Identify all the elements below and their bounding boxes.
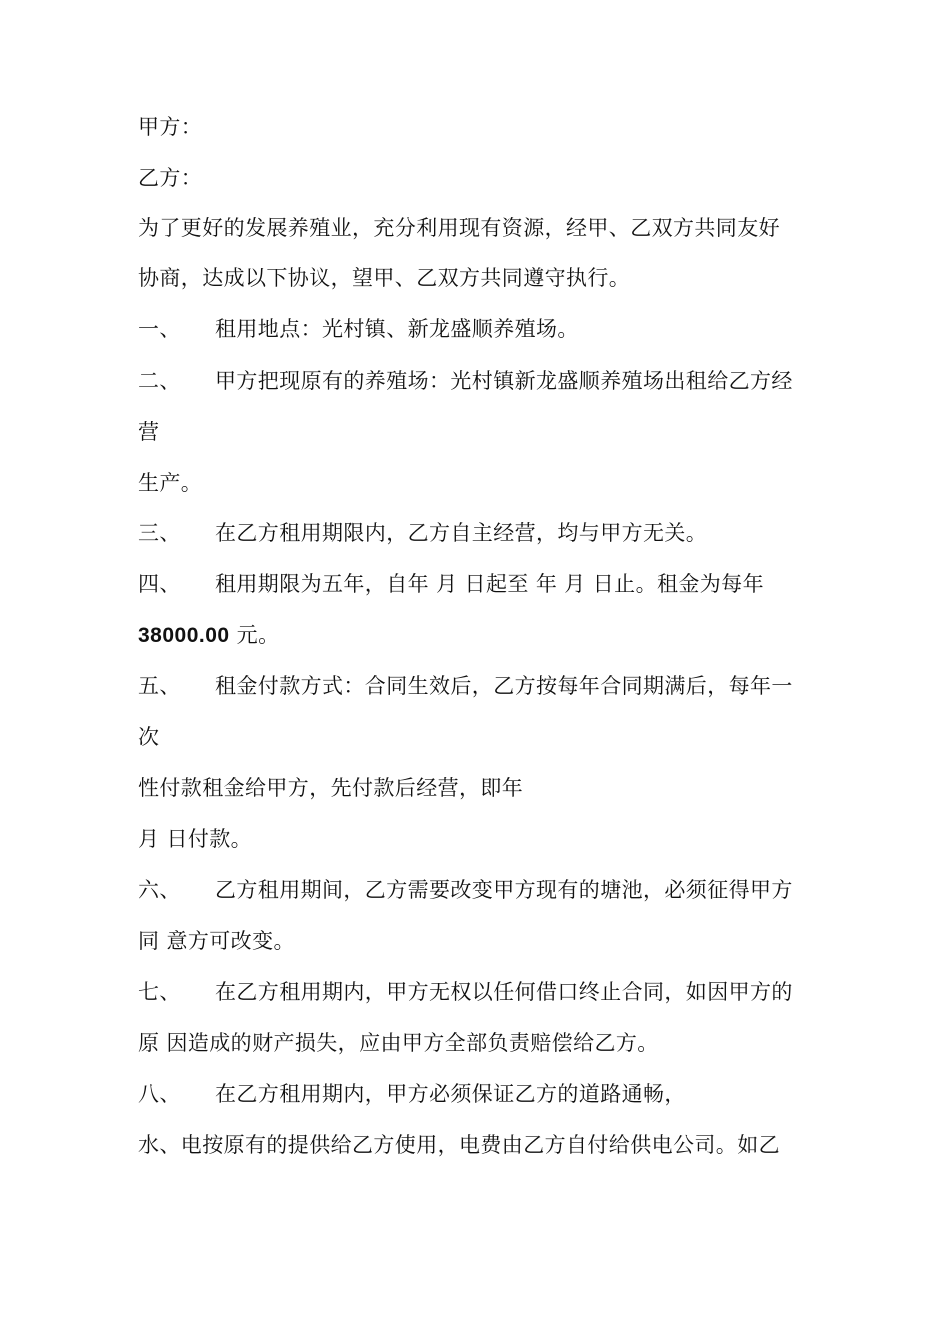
rent-amount: 38000.00 bbox=[138, 624, 230, 647]
clause-5-continuation: 性付款租金给甲方，先付款后经营，即年 bbox=[138, 776, 524, 800]
clause-text: 租用期限为五年，自年 月 日起至 年 月 日止。租金为每年 bbox=[215, 572, 764, 596]
clause-number: 五、 bbox=[138, 674, 181, 698]
clause-2-continuation: 生产。 bbox=[138, 471, 203, 495]
clause-text: 在乙方租用期内，甲方无权以任何借口终止合同，如因甲方的 bbox=[215, 980, 793, 1004]
clause-text: 租金付款方式：合同生效后，乙方按每年合同期满后，每年一 bbox=[215, 674, 793, 698]
clause-text: 乙方租用期间，乙方需要改变甲方现有的塘池，必须征得甲方 bbox=[215, 878, 793, 902]
clause-number: 七、 bbox=[138, 980, 181, 1004]
clause-number: 八、 bbox=[138, 1082, 181, 1106]
clause-text: 租用地点：光村镇、新龙盛顺养殖场。 bbox=[215, 317, 579, 341]
clause-text: 在乙方租用期内，甲方必须保证乙方的道路通畅， bbox=[215, 1082, 686, 1106]
clause-text: 甲方把现原有的养殖场：光村镇新龙盛顺养殖场出租给乙方经 bbox=[215, 369, 793, 393]
clause-4 bbox=[138, 569, 764, 599]
clause-2-continuation: 营 bbox=[138, 420, 160, 444]
clause-3 bbox=[138, 518, 707, 548]
clause-2 bbox=[138, 366, 793, 396]
clause-number: 三、 bbox=[138, 521, 181, 545]
clause-text: 在乙方租用期限内，乙方自主经营，均与甲方无关。 bbox=[215, 521, 708, 545]
clause-8 bbox=[138, 1079, 686, 1109]
clause-7 bbox=[138, 977, 793, 1007]
clause-5-continuation: 次 bbox=[138, 725, 160, 749]
clause-4-continuation bbox=[138, 620, 279, 651]
clause-number: 六、 bbox=[138, 878, 181, 902]
preamble-line-2: 协商，达成以下协议，望甲、乙双方共同遵守执行。 bbox=[138, 266, 631, 290]
clause-5 bbox=[138, 671, 793, 701]
clause-6-continuation: 同 意方可改变。 bbox=[138, 929, 295, 953]
clause-7-continuation: 原 因造成的财产损失，应由甲方全部负责赔偿给乙方。 bbox=[138, 1031, 659, 1055]
rent-unit: 元。 bbox=[229, 623, 280, 647]
clause-6 bbox=[138, 875, 793, 905]
clause-5-continuation: 月 日付款。 bbox=[138, 827, 253, 851]
clause-number: 四、 bbox=[138, 572, 181, 596]
preamble-line-1: 为了更好的发展养殖业，充分利用现有资源，经甲、乙双方共同友好 bbox=[138, 216, 780, 240]
clause-number: 二、 bbox=[138, 369, 181, 393]
clause-number: 一、 bbox=[138, 317, 181, 341]
clause-1 bbox=[138, 314, 579, 344]
party-b-label: 乙方： bbox=[138, 166, 203, 190]
party-a-label: 甲方： bbox=[138, 115, 203, 139]
clause-8-continuation: 水、电按原有的提供给乙方使用，电费由乙方自付给供电公司。如乙 bbox=[138, 1133, 780, 1157]
